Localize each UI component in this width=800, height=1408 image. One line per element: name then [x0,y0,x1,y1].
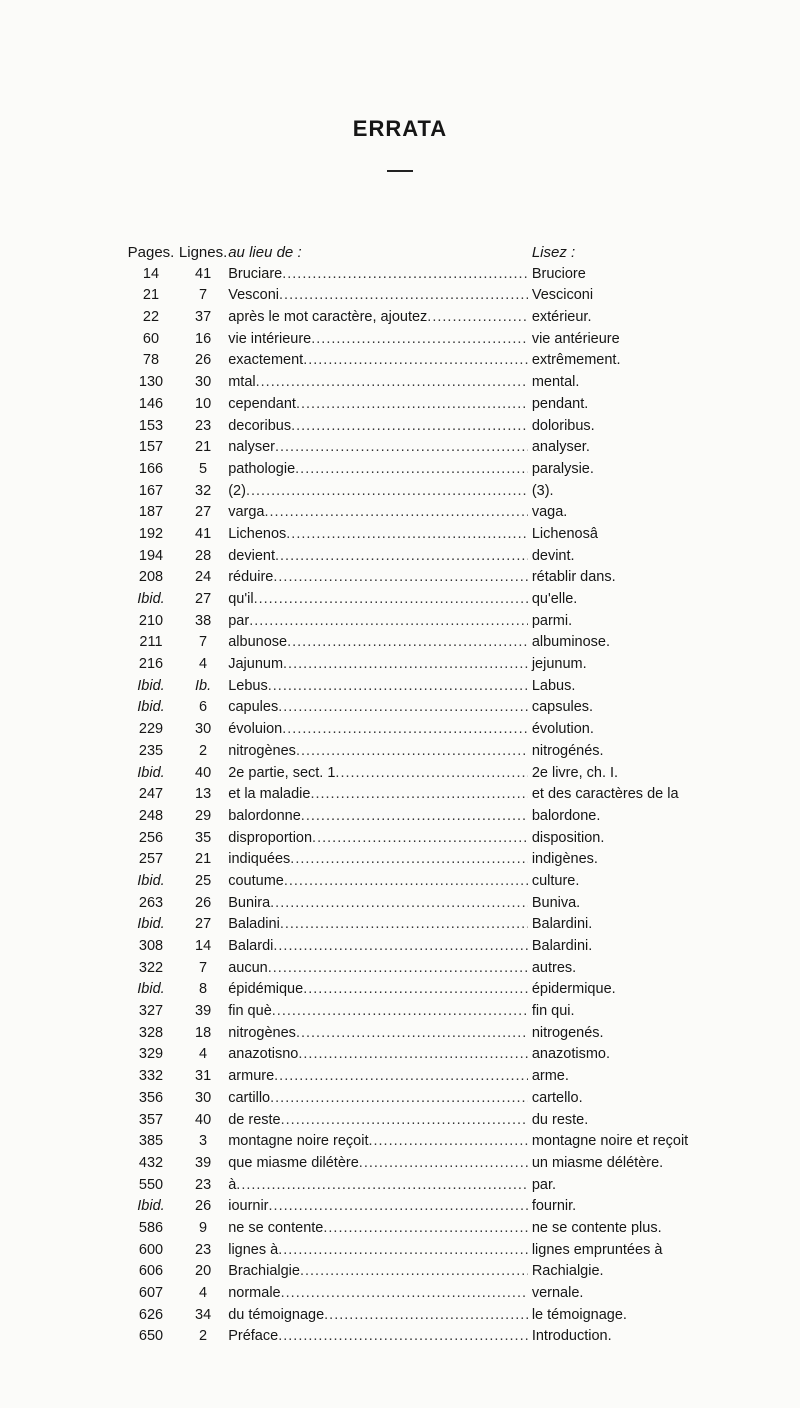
line-number: 7 [199,287,208,304]
errata-row [130,548,690,570]
wrong-text: albunose ..... [228,634,528,650]
correct-text: autres. [531,959,577,976]
errata-row [130,1112,690,1134]
errata-row [130,916,690,938]
page-number: 216 [138,656,164,673]
errata-table [127,244,690,1350]
errata-row [130,1177,690,1199]
line-number: 35 [195,829,212,846]
correct-text: le témoignage. [531,1306,627,1323]
title-rule [387,170,413,172]
line-number: 23 [195,1176,212,1193]
wrong-text: Préface ..... [228,1328,528,1344]
errata-row [130,1025,690,1047]
page-number: Ibid. [137,872,165,889]
line-number: 6 [199,699,208,716]
page-number: Ibid. [137,1198,165,1215]
wrong-text: réduire ..... [228,569,528,585]
page-number: 432 [138,1154,164,1171]
wrong-text: Balardi ..... [228,938,528,954]
line-number: 5 [199,460,208,477]
line-number: 41 [195,525,212,542]
page-number: 257 [138,851,164,868]
errata-row [130,1285,690,1307]
errata-row [130,1263,690,1285]
wrong-text: nitrogènes ..... [228,1025,528,1041]
page-title: ERRATA [352,116,448,141]
wrong-text: et la maladie ..... [228,786,528,802]
page-number: 167 [138,482,164,499]
line-number: 25 [195,872,212,889]
correct-text: capsules. [531,699,594,716]
line-number: 23 [195,1241,212,1258]
line-number: 20 [195,1263,212,1280]
errata-row [130,960,690,982]
correct-text: et des caractères de la [531,786,679,803]
correct-text: Vesciconi [531,287,594,304]
page-number: 607 [138,1285,164,1301]
wrong-text: 2e partie, sect. 1 ..... [228,765,528,781]
wrong-text: normale ..... [228,1285,528,1301]
page-number: 256 [138,829,164,846]
correct-text: montagne noire et reçoit [531,1133,689,1150]
errata-row [130,743,690,765]
page-number: Ibid. [137,981,165,998]
wrong-text: vie intérieure ..... [228,331,528,347]
correct-text: balordone. [531,807,601,824]
errata-row [130,808,690,830]
page-number: 328 [138,1024,164,1041]
page-number: 247 [138,786,164,803]
page-number: 153 [138,417,164,434]
correct-text: évolution. [531,721,594,738]
errata-row [130,786,690,808]
line-number: 7 [199,959,208,976]
wrong-text: qu'il ..... [228,591,528,607]
errata-row [130,1242,690,1264]
page-number: 586 [138,1219,164,1236]
wrong-text: lignes à ..... [228,1242,528,1258]
page-number: 208 [138,569,164,586]
correct-text: albuminose. [531,634,611,651]
line-number: 40 [195,1111,212,1128]
line-number: 9 [199,1219,208,1236]
line-number: 8 [199,981,208,998]
errata-row [130,309,690,331]
page-number: Ibid. [137,764,165,781]
page-number: 606 [138,1263,164,1280]
errata-row [130,569,690,591]
wrong-text: devient ..... [228,548,528,564]
errata-row [130,765,690,787]
line-number: Ib. [195,677,212,694]
line-number: 26 [195,1198,212,1215]
errata-row [130,873,690,895]
errata-row [130,1328,690,1350]
page-number: 322 [138,959,164,976]
wrong-text: Bunira ..... [228,895,528,911]
wrong-text: decoribus ..... [228,418,528,434]
correct-text: culture. [531,872,580,889]
correct-text: Buniva. [531,894,581,911]
line-number: 23 [195,417,212,434]
line-number: 30 [195,374,212,391]
line-number: 32 [195,482,212,499]
correct-text: par. [531,1176,557,1193]
wrong-text: indiquées ..... [228,851,528,867]
correct-text: anazotismo. [531,1046,611,1063]
page-number: 650 [138,1328,164,1345]
header-wrong: au lieu de : [228,244,302,261]
errata-row [130,1003,690,1025]
correct-text: 2e livre, ch. I. [531,764,619,781]
page-number: 327 [138,1003,164,1020]
page-number: 248 [138,807,164,824]
correct-text: du reste. [531,1111,589,1128]
errata-row [130,656,690,678]
correct-text: Introduction. [531,1328,612,1345]
errata-row [130,830,690,852]
line-number: 37 [195,309,212,326]
page-number: Ibid. [137,916,165,933]
line-number: 29 [195,807,212,824]
line-number: 21 [195,851,212,868]
wrong-text: mtal ..... [228,374,528,390]
wrong-text: aucun ..... [228,960,528,976]
line-number: 10 [195,395,212,412]
wrong-text: nitrogènes ..... [228,743,528,759]
page-number: 385 [138,1133,164,1150]
page-number: 14 [142,265,160,282]
wrong-text: Vesconi ..... [228,287,528,303]
correct-text: Lichenosâ [531,525,598,542]
page-number: 22 [142,309,160,326]
line-number: 38 [195,612,212,629]
correct-text: pendant. [531,395,589,412]
page-number: Ibid. [137,699,165,716]
wrong-text: ne se contente ..... [228,1220,528,1236]
correct-text: (3). [531,482,554,499]
page-number: 357 [138,1111,164,1128]
wrong-text: Bruciare ..... [228,266,528,282]
page-number: 263 [138,894,164,911]
wrong-text: Jajunum ..... [228,656,528,672]
errata-row [130,483,690,505]
wrong-text: à ..... [228,1177,528,1193]
page-number: 626 [138,1306,164,1323]
wrong-text: épidémique ..... [228,981,528,997]
wrong-text: capules ..... [228,699,528,715]
wrong-text: pathologie ..... [228,461,528,477]
correct-text: Rachialgie. [531,1263,604,1280]
line-number: 13 [195,786,212,803]
line-number: 34 [195,1306,212,1323]
correct-text: analyser. [531,439,590,456]
correct-text: rétablir dans. [531,569,616,586]
errata-row [130,1198,690,1220]
errata-row [130,981,690,1003]
wrong-text: balordonne ..... [228,808,528,824]
wrong-text: de reste ..... [228,1112,528,1128]
correct-text: nitrogenés. [531,1024,604,1041]
correct-text: lignes empruntées à [531,1241,663,1258]
line-number: 18 [195,1024,212,1041]
correct-text: doloribus. [531,417,595,434]
errata-row [130,1133,690,1155]
wrong-text: Lebus ..... [228,678,528,694]
errata-row [130,396,690,418]
line-number: 27 [195,504,212,521]
errata-row [130,352,690,374]
wrong-text: cependant ..... [228,396,528,412]
wrong-text: par ..... [228,613,528,629]
errata-row [130,1155,690,1177]
line-number: 14 [195,938,212,954]
page-number: Ibid. [137,591,165,607]
page-number: Ibid. [137,677,165,694]
line-number: 39 [195,1003,212,1020]
errata-row [130,851,690,873]
line-number: 28 [195,547,212,564]
page-number: 332 [138,1068,164,1085]
page-number: 21 [142,287,160,304]
correct-text: paralysie. [531,460,594,477]
errata-row [130,591,690,613]
wrong-text: après le mot caractère, ajoutez ..... [228,309,528,325]
header-right: Lisez : [531,244,576,261]
wrong-text: coutume ..... [228,873,528,889]
errata-row [130,418,690,440]
correct-text: vernale. [531,1285,584,1301]
wrong-text: fin què ..... [228,1003,528,1019]
wrong-text: disproportion ..... [228,830,528,846]
page-number: 229 [138,721,164,738]
page-number: 166 [138,460,164,477]
page-number: 157 [138,439,164,456]
errata-row [130,613,690,635]
line-number: 27 [195,591,212,607]
errata-row [130,634,690,656]
correct-text: Labus. [531,677,576,694]
page-number: 550 [138,1176,164,1193]
wrong-text: nalyser ..... [228,439,528,455]
errata-row [130,526,690,548]
page-number: 78 [142,352,160,369]
page-number: 210 [138,612,164,629]
errata-row [130,699,690,721]
correct-text: arme. [531,1068,569,1085]
correct-text: vie antérieure [531,330,620,347]
correct-text: qu'elle. [531,591,578,607]
correct-text: un miasme délétère. [531,1154,664,1171]
line-number: 39 [195,1154,212,1171]
correct-text: disposition. [531,829,605,846]
page-number: 146 [138,395,164,412]
wrong-text: exactement ..... [228,352,528,368]
correct-text: parmi. [531,612,573,629]
page-number: 308 [138,938,164,954]
errata-row [130,287,690,309]
line-number: 27 [195,916,212,933]
correct-text: nitrogénés. [531,742,604,759]
header-lines: Lignes. [178,244,228,261]
correct-text: Balardini. [531,916,593,933]
errata-row [130,721,690,743]
line-number: 26 [195,894,212,911]
page-number: 356 [138,1089,164,1106]
errata-row [130,1090,690,1112]
correct-text: fournir. [531,1198,577,1215]
correct-text: ne se contente plus. [531,1219,662,1236]
correct-text: mental. [531,374,580,391]
correct-text: Balardini. [531,938,593,954]
errata-row [130,461,690,483]
errata-row [130,374,690,396]
correct-text: indigènes. [531,851,598,868]
line-number: 2 [199,742,208,759]
wrong-text: anazotisno ..... [228,1046,528,1062]
correct-text: extrêmement. [531,352,621,369]
line-number: 40 [195,764,212,781]
wrong-text: Baladini ..... [228,916,528,932]
line-number: 16 [195,330,212,347]
page-number: 329 [138,1046,164,1063]
page-number: 600 [138,1241,164,1258]
wrong-text: varga ..... [228,504,528,520]
line-number: 30 [195,721,212,738]
correct-text: fin qui. [531,1003,575,1020]
page-number: 130 [138,374,164,391]
page-number: 211 [139,634,163,651]
line-number: 41 [195,265,212,282]
errata-header-row [127,244,690,266]
correct-text: Bruciore [531,265,586,282]
wrong-text: évoluion ..... [228,721,528,737]
errata-row [130,938,690,960]
wrong-text: Brachialgie ..... [228,1263,528,1279]
line-number: 4 [199,1285,208,1301]
errata-row [130,439,690,461]
errata-row [130,1220,690,1242]
correct-text: jejunum. [531,656,587,673]
errata-row [130,266,690,288]
errata-row [130,331,690,353]
line-number: 4 [199,1046,208,1063]
header-pages: Pages. [127,244,175,261]
wrong-text: armure ..... [228,1068,528,1084]
page-number: 235 [138,742,164,759]
page-number: 60 [142,330,160,347]
page-number: 194 [138,547,164,564]
errata-row [130,1068,690,1090]
errata-row [130,504,690,526]
line-number: 26 [195,352,212,369]
correct-text: devint. [531,547,575,564]
wrong-text: montagne noire reçoit ..... [228,1133,528,1149]
correct-text: vaga. [531,504,568,521]
correct-text: cartello. [531,1089,583,1106]
correct-text: extérieur. [531,309,592,326]
wrong-text: du témoignage ..... [228,1307,528,1323]
errata-row [130,895,690,917]
errata-row [130,1046,690,1068]
line-number: 21 [195,439,212,456]
line-number: 30 [195,1089,212,1106]
line-number: 3 [199,1133,208,1150]
wrong-text: que miasme dilétère ..... [228,1155,528,1171]
page-number: 192 [138,525,164,542]
wrong-text: Lichenos ..... [228,526,528,542]
errata-row [130,678,690,700]
line-number: 4 [199,656,208,673]
line-number: 31 [195,1068,212,1085]
wrong-text: cartillo ..... [228,1090,528,1106]
errata-row [130,1307,690,1329]
correct-text: épidermique. [531,981,616,998]
line-number: 24 [195,569,212,586]
line-number: 2 [199,1328,208,1345]
wrong-text: (2) ..... [228,483,528,499]
wrong-text: iournir ..... [228,1198,528,1214]
line-number: 7 [199,634,208,651]
page-number: 187 [138,504,164,521]
